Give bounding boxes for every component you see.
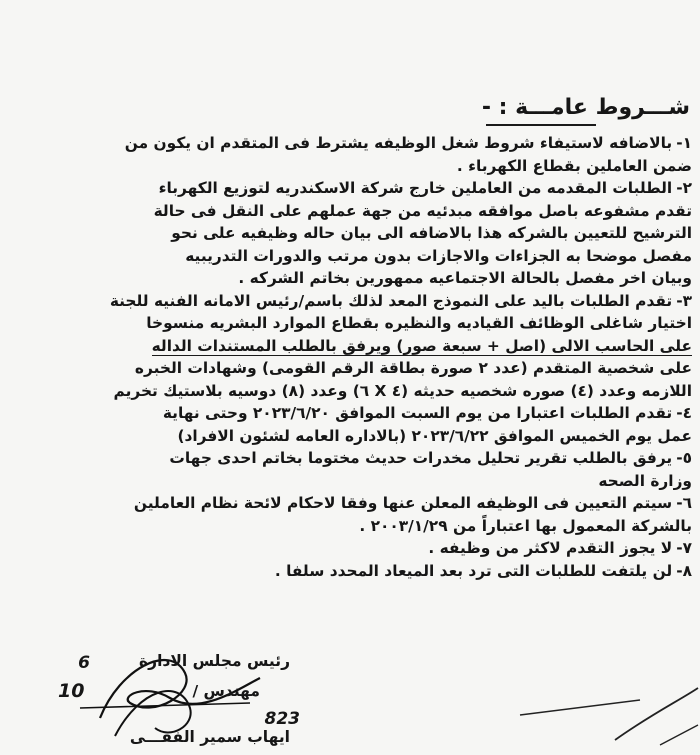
clause-number: ٧- [676,539,692,557]
clause-line: عمل يوم الخميس الموافق ٢٠٢٣/٦/٢٢ (بالاداره العامه لشئون الافراد) [177,426,692,445]
clause-line: ضمن العاملين بقطاع الكهرباء . [456,156,692,175]
clause-line: ٤-تقدم الطلبات اعتبارا من يوم السبت الموافق ٢٠٢٣/٦/٢٠ وحتى نهاية [42,402,692,425]
clause-line: ٣-تقدم الطلبات باليد على النموذج المعد لذلك باسم/رئيس الامانه الفنيه للجنة [42,290,692,313]
clause-number: ٥- [676,449,692,467]
clause-line: ٢-الطلبات المقدمه من العاملين خارج شركة الاسكندريه لتوزيع الكهرباء [42,177,692,200]
clause-line: بالشركة المعمول بها اعتباراً من ٢٠٠٣/١/٢٩ . [359,516,692,535]
clause-number: ٨- [676,561,692,580]
clause-line: ١-بالاضافه لاستيفاء شروط شغل الوظيفه يشترط فى المتقدم ان يكون من [42,132,692,155]
section-heading: شـــروط عامـــة : - [481,95,690,120]
clause-number: ٤- [676,404,692,422]
clause-number: ٢- [676,179,692,197]
clause-line: وزارة الصحه [598,471,692,490]
clause-line: ٨-لن يلتفت للطلبات التى ترد بعد الميعاد المحدد سلفا . [42,560,692,583]
clause-line: اللازمه وعدد (٤) صوره شخصيه حديثه (٤ X ٦) وعدد (٨) دوسيه بلاستيك تخريم [113,381,692,400]
clause-line: ٧-لا يجوز التقدم لاكثر من وظيفه . [42,537,692,560]
signature-role: مهندس / [192,682,260,700]
clause-number: ١- [676,134,692,152]
signatory-name: ايهاب سمير الفقـــى [129,728,290,746]
handwritten-number: 823 [264,709,300,729]
clause-line: على شخصية المتقدم (عدد ٢ صورة بطاقة الرقم القومى) وشهادات الخبره [134,359,692,377]
clause-line: الترشيح للتعيين بالشركه هذا بالاضافه الى بيان حاله وظيفيه على نحو [171,224,692,242]
clause-number: ٦- [676,494,692,512]
clause-line: اختيار شاغلى الوظائف القياديه والنظيره بقطاع الموارد البشريه منسوخا [146,314,692,332]
clause-line: على الحاسب الالى (اصل + سبعة صور) ويرفق بالطلب المستندات الداله [151,336,692,355]
clause-line: ٥-يرفق بالطلب تقرير تحليل مخدرات حديث مختوما بخاتم احدى جهات [42,447,692,470]
clause-number: ٣- [676,291,692,310]
signature-title: رئيس مجلس الادارة [139,652,290,670]
handwritten-ten: 10 [58,680,85,702]
clause-line: وبيان اخر مفصل بالحالة الاجتماعيه ممهورين بخاتم الشركه . [238,269,692,287]
handwritten-six: 6 [78,653,90,673]
clause-line: تقدم مشفوعه باصل موافقه مبدئيه من جهة عملهم على النقل فى حالة [153,201,692,220]
clause-line: مفصل موضحا به الجزاءات والاجازات بدون مرتب والدورات التدريبيه [185,246,692,265]
clause-line: ٦-سيتم التعيين فى الوظيفه المعلن عنها وفقا لاحكام لائحة نظام العاملين [42,492,692,515]
